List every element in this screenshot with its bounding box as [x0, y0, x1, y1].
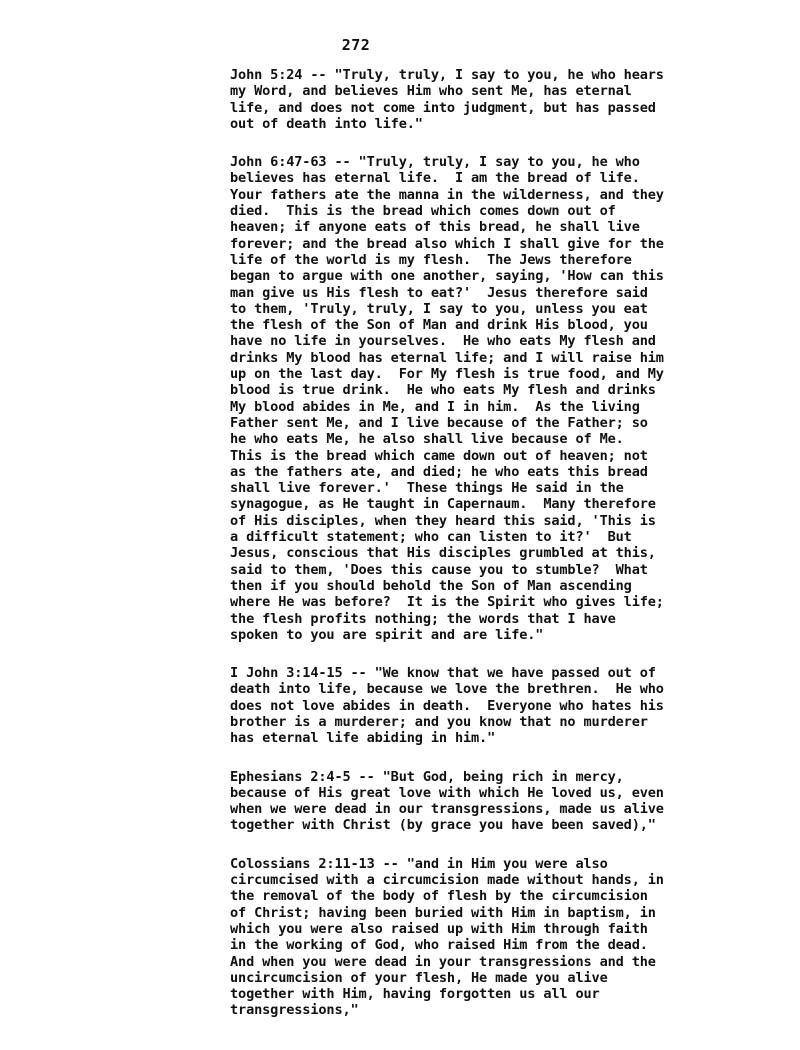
text-line: said to them, 'Does this cause you to stumble? What [230, 561, 648, 578]
text-line: then if you should behold the Son of Man ascending [230, 577, 632, 594]
text-line: Father sent Me, and I live because of the Father; so [230, 414, 648, 431]
text-line: Ephesians 2:4-5 -- "But God, being rich in mercy, [230, 768, 624, 785]
text-line: together with Him, having forgotten us all our [230, 986, 600, 1003]
text-line: transgressions," [230, 1002, 359, 1019]
text-line: forever; and the bread also which I shall give for the [230, 235, 664, 252]
text-line: blood is true drink. He who eats My flesh and drinks [230, 382, 656, 399]
text-line: circumcised with a circumcision made without hands, in [230, 872, 664, 889]
text-line: Jesus, conscious that His disciples grumbled at this, [230, 545, 656, 562]
text-line: out of death into life." [230, 115, 423, 132]
page-number: 272 [341, 36, 371, 54]
text-line: And when you were dead in your transgressions and the [230, 953, 656, 970]
text-line: brother is a murderer; and you know that no murderer [230, 713, 648, 730]
scripture-passage [230, 769, 750, 834]
text-line: does not love abides in death. Everyone who hates his [230, 697, 664, 714]
text-line: in the working of God, who raised Him from the dead. [230, 937, 648, 954]
text-line: I John 3:14-15 -- "We know that we have passed out of [230, 665, 656, 682]
text-line: up on the last day. For My flesh is true food, and My [230, 366, 664, 383]
text-line: heaven; if anyone eats of this bread, he shall live [230, 219, 640, 236]
text-line: because of His great love with which He loved us, even [230, 784, 664, 801]
scripture-passage [230, 665, 750, 746]
text-line: shall live forever.' These things He said in the [230, 480, 624, 497]
text-line: of His disciples, when they heard this said, 'This is [230, 512, 656, 529]
text-line: spoken to you are spirit and are life." [230, 626, 544, 643]
text-line: drinks My blood has eternal life; and I will raise him [230, 349, 664, 366]
text-line: My blood abides in Me, and I in him. As the living [230, 398, 640, 415]
text-line: died. This is the bread which comes down out of [230, 203, 616, 220]
text-line: John 5:24 -- "Truly, truly, I say to you, he who hears [230, 67, 664, 83]
text-line: believes has eternal life. I am the bread of life. [230, 170, 640, 187]
scripture-passage [230, 856, 750, 1019]
text-line: death into life, because we love the brethren. He who [230, 681, 664, 698]
scripture-passage [230, 67, 750, 132]
text-line: man give us His flesh to eat?' Jesus therefore said [230, 284, 648, 301]
text-line: began to argue with one another, saying, 'How can this [230, 268, 664, 285]
text-line: as the fathers ate, and died; he who eats this bread [230, 463, 648, 480]
text-line: Colossians 2:11-13 -- "and in Him you were also [230, 855, 608, 872]
text-line: synagogue, as He taught in Capernaum. Many therefore [230, 496, 656, 513]
scripture-passage [230, 154, 750, 643]
text-line: have no life in yourselves. He who eats My flesh and [230, 333, 656, 350]
text-line: to them, 'Truly, truly, I say to you, unless you eat [230, 300, 648, 317]
text-line: This is the bread which came down out of heaven; not [230, 447, 648, 464]
text-line: he who eats Me, he also shall live because of Me. [230, 431, 624, 448]
text-line: which you were also raised up with Him through faith [230, 920, 648, 937]
text-line: the flesh profits nothing; the words that I have [230, 610, 616, 627]
text-line: the removal of the body of flesh by the circumcision [230, 888, 648, 905]
text-line: my Word, and believes Him who sent Me, has eternal [230, 83, 632, 100]
text-line: the flesh of the Son of Man and drink His blood, you [230, 317, 648, 334]
text-line: John 6:47-63 -- "Truly, truly, I say to you, he who [230, 154, 640, 171]
text-column [230, 67, 750, 1041]
text-line: uncircumcision of your flesh, He made you alive [230, 969, 608, 986]
text-line: life, and does not come into judgment, but has passed [230, 99, 656, 116]
text-line: has eternal life abiding in him." [230, 730, 496, 747]
text-line: Your fathers ate the manna in the wilderness, and they [230, 186, 664, 203]
text-line: a difficult statement; who can listen to it?' But [230, 529, 632, 546]
text-line: life of the world is my flesh. The Jews therefore [230, 251, 632, 268]
text-line: where He was before? It is the Spirit who gives life; [230, 594, 664, 611]
text-line: when we were dead in our transgressions, made us alive [230, 801, 664, 818]
text-line: together with Christ (by grace you have been saved)," [230, 817, 656, 834]
text-line: of Christ; having been buried with Him in baptism, in [230, 904, 656, 921]
